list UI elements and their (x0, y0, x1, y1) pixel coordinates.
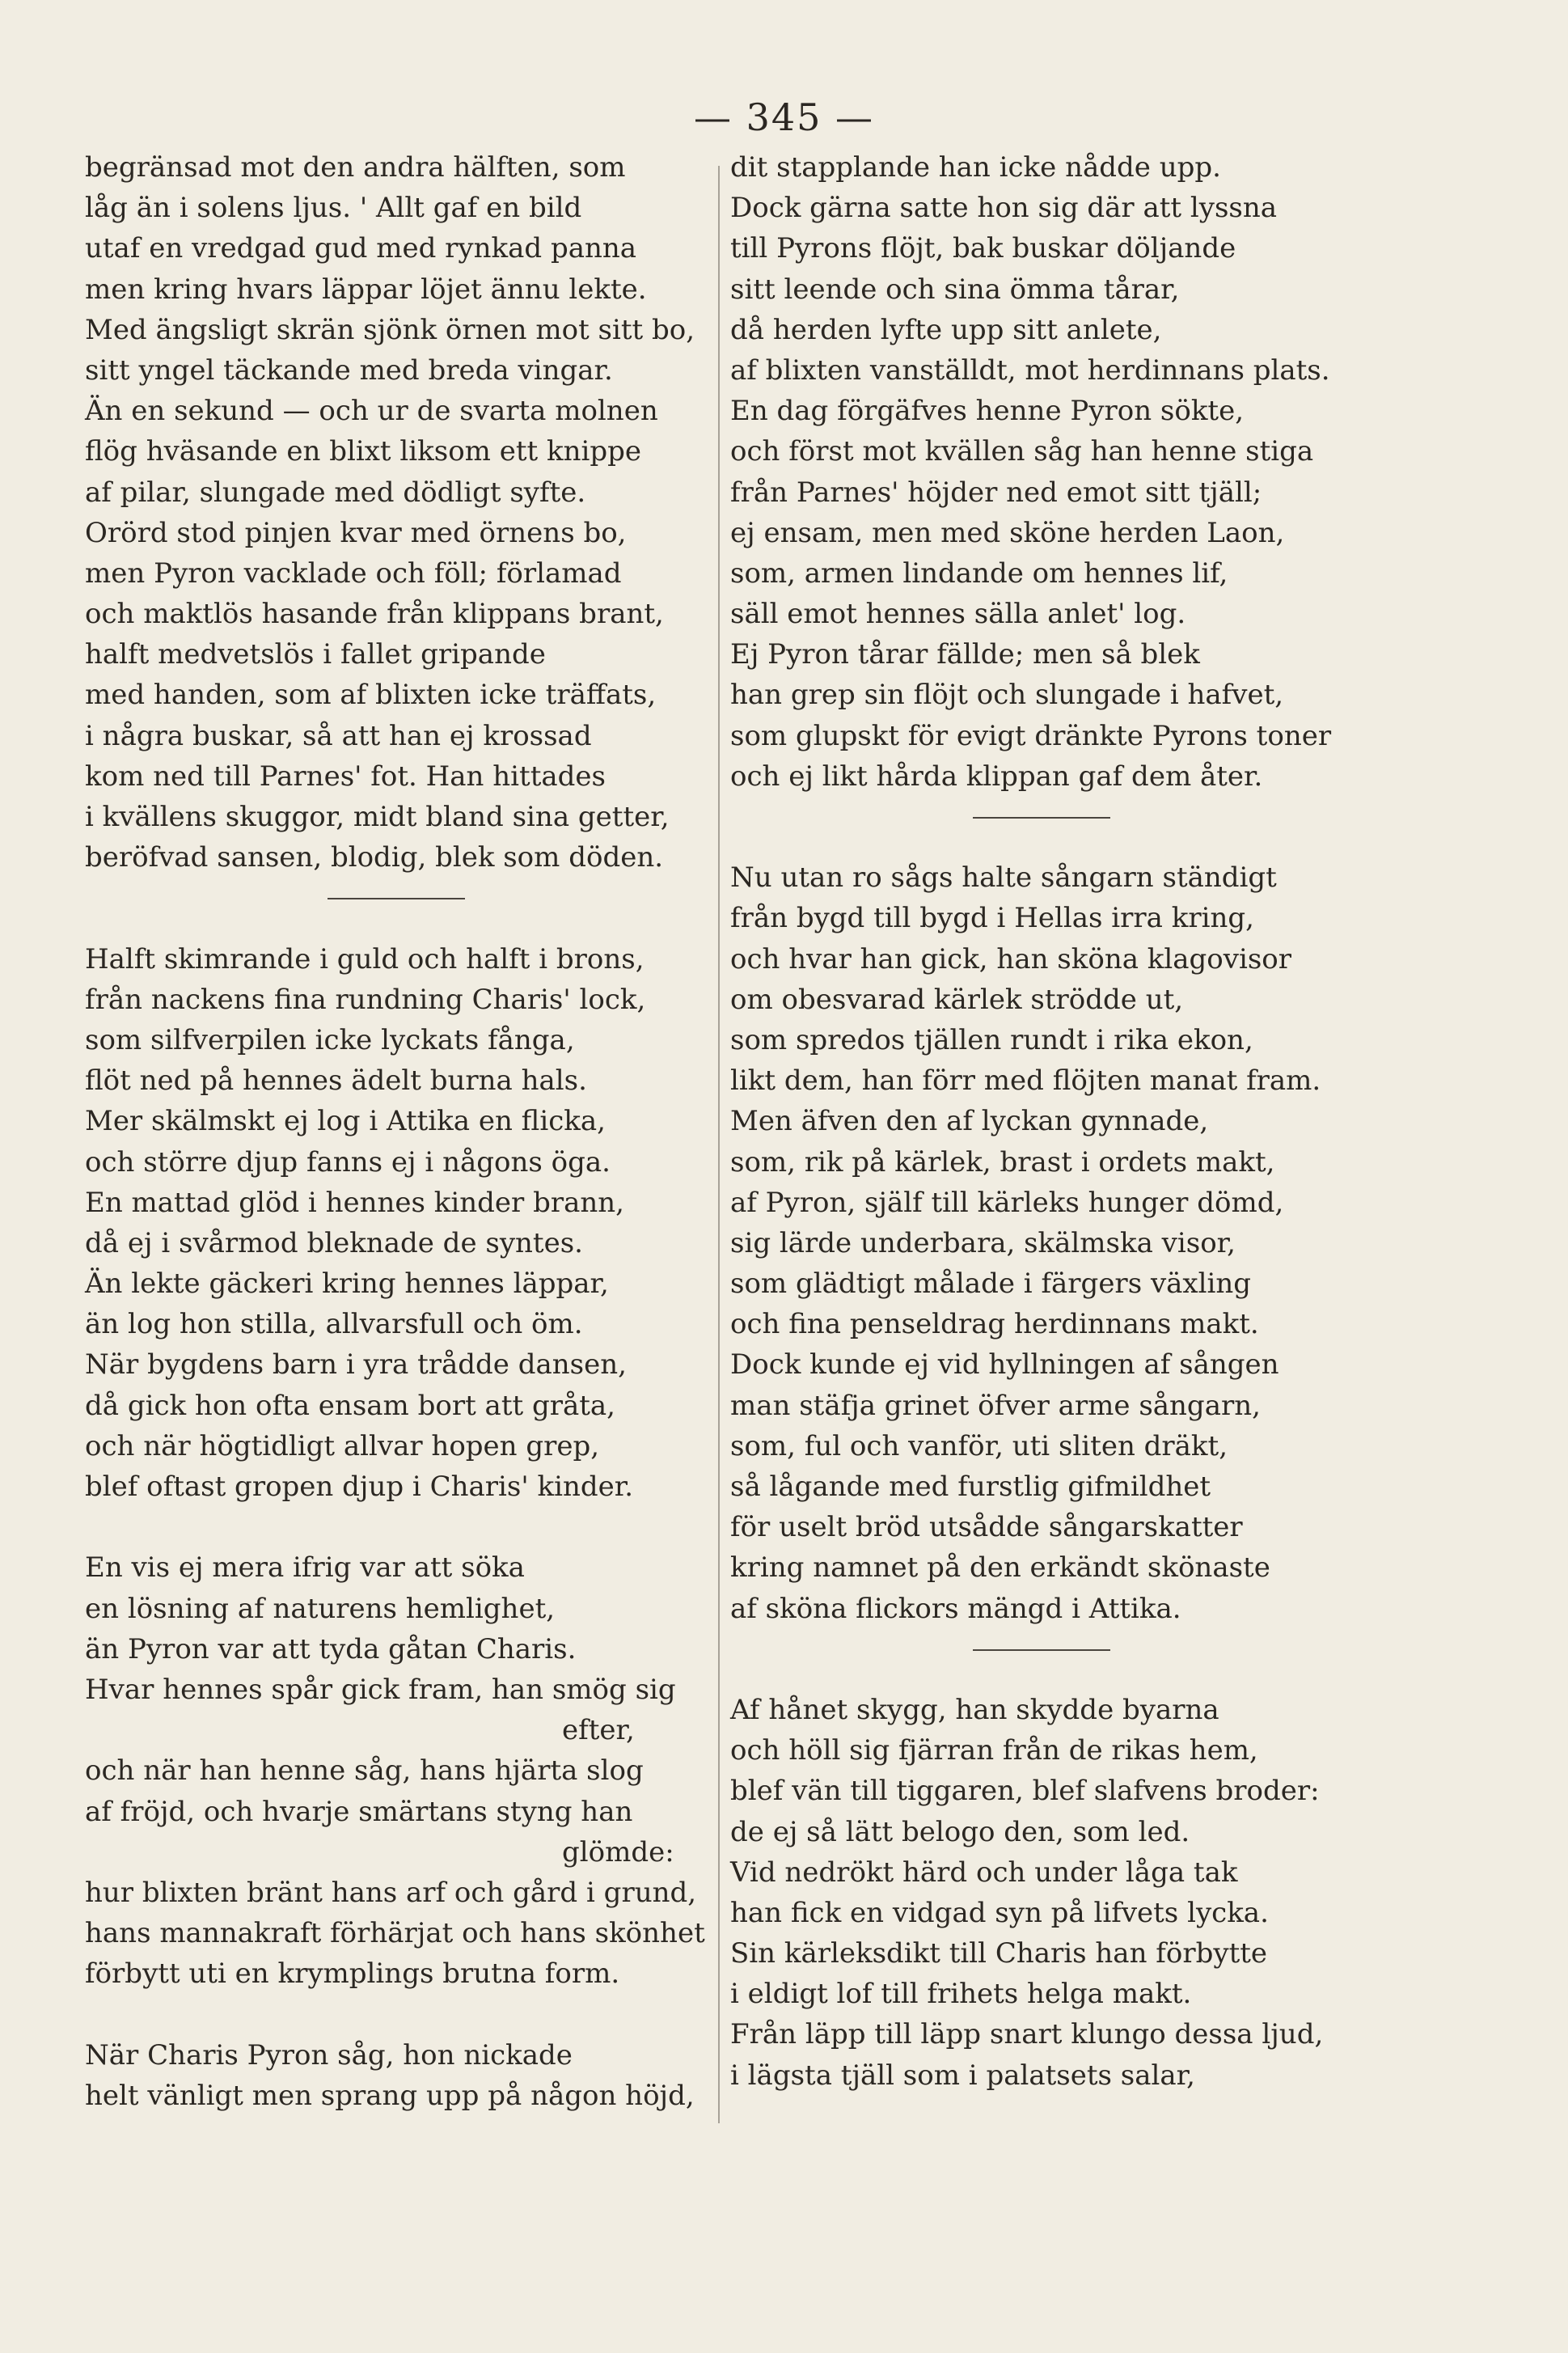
poem-line: i eldigt lof till frihets helga makt. (730, 1978, 1192, 2011)
poem-line: för uselt bröd utsådde sångarskatter (730, 1511, 1243, 1544)
poem-line: Men äfven den af lyckan gynnade, (730, 1105, 1209, 1138)
poem-line: och först mot kvällen såg han henne stiga (730, 435, 1314, 468)
poem-line: dit stapplande han icke nådde upp. (730, 151, 1221, 184)
poem-line-continuation: glömde: (562, 1835, 674, 1868)
poem-line: till Pyrons flöjt, bak buskar döljande (730, 232, 1236, 265)
poem-line: som, armen lindande om hennes lif, (730, 557, 1228, 590)
poem-line: i några buskar, så att han ej krossad (85, 719, 592, 752)
poem-line: beröfvad sansen, blodig, blek som döden. (85, 841, 664, 874)
poem-line: så lågande med furstlig gifmildhet (730, 1471, 1211, 1503)
poem-line: med handen, som af blixten icke träffats, (85, 679, 657, 712)
poem-line: Orörd stod pinjen kvar med örnens bo, (85, 516, 627, 549)
poem-line: då gick hon ofta ensam bort att gråta, (85, 1389, 615, 1422)
poem-line: blef vän till tiggaren, blef slafvens broder: (730, 1775, 1320, 1808)
left-column (85, 147, 708, 2116)
poem-line: begränsad mot den andra hälften, som (85, 151, 626, 184)
section-separator (85, 878, 708, 918)
poem-line: likt dem, han förr med flöjten manat fram. (730, 1064, 1321, 1098)
poem-line: och maktlös hasande från klippans brant, (85, 598, 664, 631)
poem-line: de ej så lätt belogo den, som led. (730, 1815, 1190, 1848)
poem-line: Vid nedrökt härd och under låga tak (730, 1856, 1238, 1889)
poem-line: ej ensam, men med sköne herden Laon, (730, 516, 1285, 549)
poem-line: En dag förgäfves henne Pyron sökte, (730, 395, 1245, 428)
poem-line: om obesvarad kärlek strödde ut, (730, 983, 1184, 1016)
poem-line: Med ängsligt skrän sjönk örnen mot sitt bo, (85, 313, 695, 346)
poem-line: Dock gärna satte hon sig där att lyssna (730, 192, 1278, 225)
poem-line: af sköna flickors mängd i Attika. (730, 1592, 1181, 1625)
poem-line: Nu utan ro sågs halte sångarn ständigt (730, 861, 1277, 895)
poem-line: af pilar, slungade med dödligt syfte. (85, 476, 586, 509)
poem-line-continuation: efter, (562, 1714, 635, 1747)
poem-line: sig lärde underbara, skälmska visor, (730, 1226, 1236, 1259)
poem-line: hur blixten bränt hans arf och gård i grund, (85, 1876, 697, 1909)
poem-line: hans mannakraft förhärjat och hans skönhet (85, 1917, 705, 1950)
right-column (730, 147, 1361, 2096)
poem-line: än Pyron var att tyda gåtan Charis. (85, 1632, 577, 1665)
poem-line: och hvar han gick, han sköna klagovisor (730, 942, 1292, 975)
poem-line: och ej likt hårda klippan gaf dem åter. (730, 760, 1263, 793)
poem-line: flög hväsande en blixt liksom ett knippe (85, 435, 641, 468)
poem-line: af Pyron, själf till kärleks hunger dömd, (730, 1186, 1284, 1219)
poem-line: helt vänligt men sprang upp på någon höjd, (85, 2079, 695, 2112)
poem-line: flöt ned på hennes ädelt burna hals. (85, 1064, 587, 1098)
poem-line: han grep sin flöjt och slungade i hafvet, (730, 679, 1284, 712)
poem-line: från nackens fina rundning Charis' lock, (85, 983, 646, 1016)
poem-line: från bygd till bygd i Hellas irra kring, (730, 902, 1254, 935)
poem-line: då ej i svårmod bleknade de syntes. (85, 1226, 583, 1259)
poem-line: en lösning af naturens hemlighet, (85, 1592, 556, 1625)
poem-line: Mer skälmskt ej log i Attika en flicka, (85, 1105, 606, 1138)
poem-line: och höll sig fjärran från de rikas hem, (730, 1734, 1258, 1767)
poem-line: i kvällens skuggor, midt bland sina getter, (85, 801, 670, 833)
poem-line: och fina penseldrag herdinnans makt. (730, 1308, 1259, 1341)
poem-line: Än en sekund — och ur de svarta molnen (85, 395, 658, 428)
poem-line: och större djup fanns ej i någons öga. (85, 1145, 611, 1179)
section-separator (730, 797, 1361, 837)
poem-line: och när han henne såg, hans hjärta slog (85, 1754, 644, 1788)
poem-line: När Charis Pyron såg, hon nickade (85, 2038, 573, 2072)
poem-line: från Parnes' höjder ned emot sitt tjäll; (730, 476, 1262, 509)
poem-line: af blixten vanställdt, mot herdinnans plats. (730, 353, 1330, 387)
column-divider (718, 166, 720, 2123)
poem-line: När bygdens barn i yra trådde dansen, (85, 1348, 627, 1382)
poem-line: sitt leende och sina ömma tårar, (730, 273, 1180, 306)
poem-line: då herden lyfte upp sitt anlete, (730, 313, 1162, 346)
poem-line: säll emot hennes sälla anlet' log. (730, 598, 1186, 631)
poem-line: som, rik på kärlek, brast i ordets makt, (730, 1145, 1275, 1179)
page-number: — 345 — (693, 95, 875, 139)
poem-line: man stäfja grinet öfver arme sångarn, (730, 1389, 1261, 1422)
poem-line: han fick en vidgad syn på lifvets lycka. (730, 1896, 1269, 1929)
poem-line: Af hånet skygg, han skydde byarna (730, 1693, 1219, 1726)
poem-line: kring namnet på den erkändt skönaste (730, 1551, 1270, 1585)
poem-line: än log hon stilla, allvarsfull och öm. (85, 1308, 583, 1341)
poem-line: Dock kunde ej vid hyllningen af sången (730, 1348, 1279, 1382)
poem-line: Än lekte gäckeri kring hennes läppar, (85, 1267, 609, 1301)
poem-line: som silfverpilen icke lyckats fånga, (85, 1023, 575, 1056)
poem-line: sitt yngel täckande med breda vingar. (85, 353, 613, 387)
poem-line: utaf en vredgad gud med rynkad panna (85, 232, 637, 265)
poem-line: men Pyron vacklade och föll; förlamad (85, 557, 622, 590)
poem-line: låg än i solens ljus. ' Allt gaf en bild (85, 192, 582, 225)
section-separator (730, 1629, 1361, 1670)
poem-line: förbytt uti en krymplings brutna form. (85, 1957, 620, 1991)
poem-line: kom ned till Parnes' fot. Han hittades (85, 760, 606, 793)
poem-line: En vis ej mera ifrig var att söka (85, 1551, 525, 1585)
poem-line: halft medvetslös i fallet gripande (85, 638, 546, 671)
poem-line: som glädtigt målade i färgers växling (730, 1267, 1252, 1301)
poem-line: Från läpp till läpp snart klungo dessa ljud, (730, 2018, 1324, 2051)
poem-line: Halft skimrande i guld och halft i brons, (85, 942, 645, 975)
poem-line: som spredos tjällen rundt i rika ekon, (730, 1023, 1253, 1056)
poem-line: och när högtidligt allvar hopen grep, (85, 1429, 600, 1462)
poem-line: Sin kärleksdikt till Charis han förbytte (730, 1937, 1268, 1970)
poem-line: af fröjd, och hvarje smärtans styng han (85, 1795, 633, 1828)
poem-line: blef oftast gropen djup i Charis' kinder. (85, 1471, 634, 1503)
poem-line: En mattad glöd i hennes kinder brann, (85, 1186, 624, 1219)
poem-line: som, ful och vanför, uti sliten dräkt, (730, 1429, 1228, 1462)
poem-line: Hvar hennes spår gick fram, han smög sig (85, 1673, 676, 1706)
poem-line: i lägsta tjäll som i palatsets salar, (730, 2059, 1195, 2092)
poem-line: men kring hvars läppar löjet ännu lekte. (85, 273, 647, 306)
poem-line: som glupskt för evigt dränkte Pyrons toner (730, 719, 1332, 752)
poem-line: Ej Pyron tårar fällde; men så blek (730, 638, 1200, 671)
